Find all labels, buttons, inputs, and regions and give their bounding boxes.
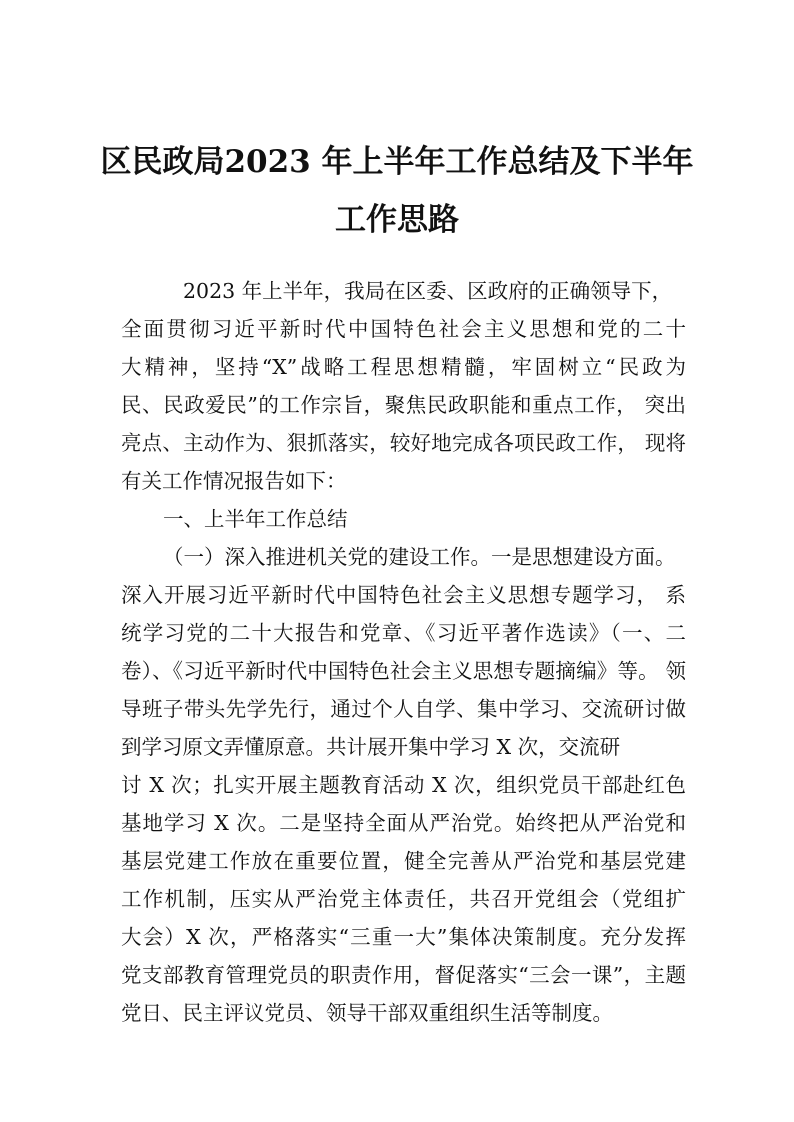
body-line-1: 2023 年上半年，我局在区委、区政府的正确领导下， xyxy=(183,279,673,303)
body-line-5: 亮点、主动作为、狠抓落实，较好地完成各项民政工作， 现将 xyxy=(121,431,686,455)
body-line-17: 工作机制，压实从严治党主体责任，共召开党组会（党组扩 xyxy=(121,887,686,911)
body-line-12: 导班子带头先学先行，通过个人自学、集中学习、交流研讨做 xyxy=(121,697,686,721)
section-heading-1: 一、上半年工作总结 xyxy=(163,507,348,531)
body-line-16: 基层党建工作放在重要位置，健全完善从严治党和基层党建 xyxy=(121,849,686,873)
body-line-18: 大会）X 次，严格落实“三重一大”集体决策制度。充分发挥 xyxy=(121,925,686,949)
body-line-6: 有关工作情况报告如下： xyxy=(121,469,347,493)
body-line-3: 大精神，坚持“X”战略工程思想精髓，牢固树立“民政为 xyxy=(121,355,686,379)
body-line-20: 党日、民主评议党员、领导干部双重组织生活等制度。 xyxy=(121,1001,613,1025)
body-line-19: 党支部教育管理党员的职责作用，督促落实“三会一课”，主题 xyxy=(121,963,686,987)
document-title-line-2: 工作思路 xyxy=(335,202,459,238)
body-line-11: 卷）、《习近平新时代中国特色社会主义思想专题摘编》等。 领 xyxy=(121,659,686,683)
body-line-4: 民、民政爱民”的工作宗旨，聚焦民政职能和重点工作， 突出 xyxy=(121,393,686,417)
body-line-14: 讨 X 次；扎实开展主题教育活动 X 次，组织党员干部赴红色 xyxy=(121,773,686,797)
body-line-13: 到学习原文弄懂原意。共计展开集中学习 X 次，交流研 xyxy=(121,735,621,759)
body-line-2: 全面贯彻习近平新时代中国特色社会主义思想和党的二十 xyxy=(121,317,686,341)
body-line-8: （一）深入推进机关党的建设工作。一是思想建设方面。 xyxy=(163,545,676,569)
document-title-line-1: 区民政局2023 年上半年工作总结及下半年 xyxy=(100,144,694,180)
body-line-10: 统学习党的二十大报告和党章、《习近平著作选读》（一、二 xyxy=(121,621,686,645)
body-line-15: 基地学习 X 次。二是坚持全面从严治党。始终把从严治党和 xyxy=(121,811,686,835)
body-line-9: 深入开展习近平新时代中国特色社会主义思想专题学习， 系 xyxy=(121,583,686,607)
